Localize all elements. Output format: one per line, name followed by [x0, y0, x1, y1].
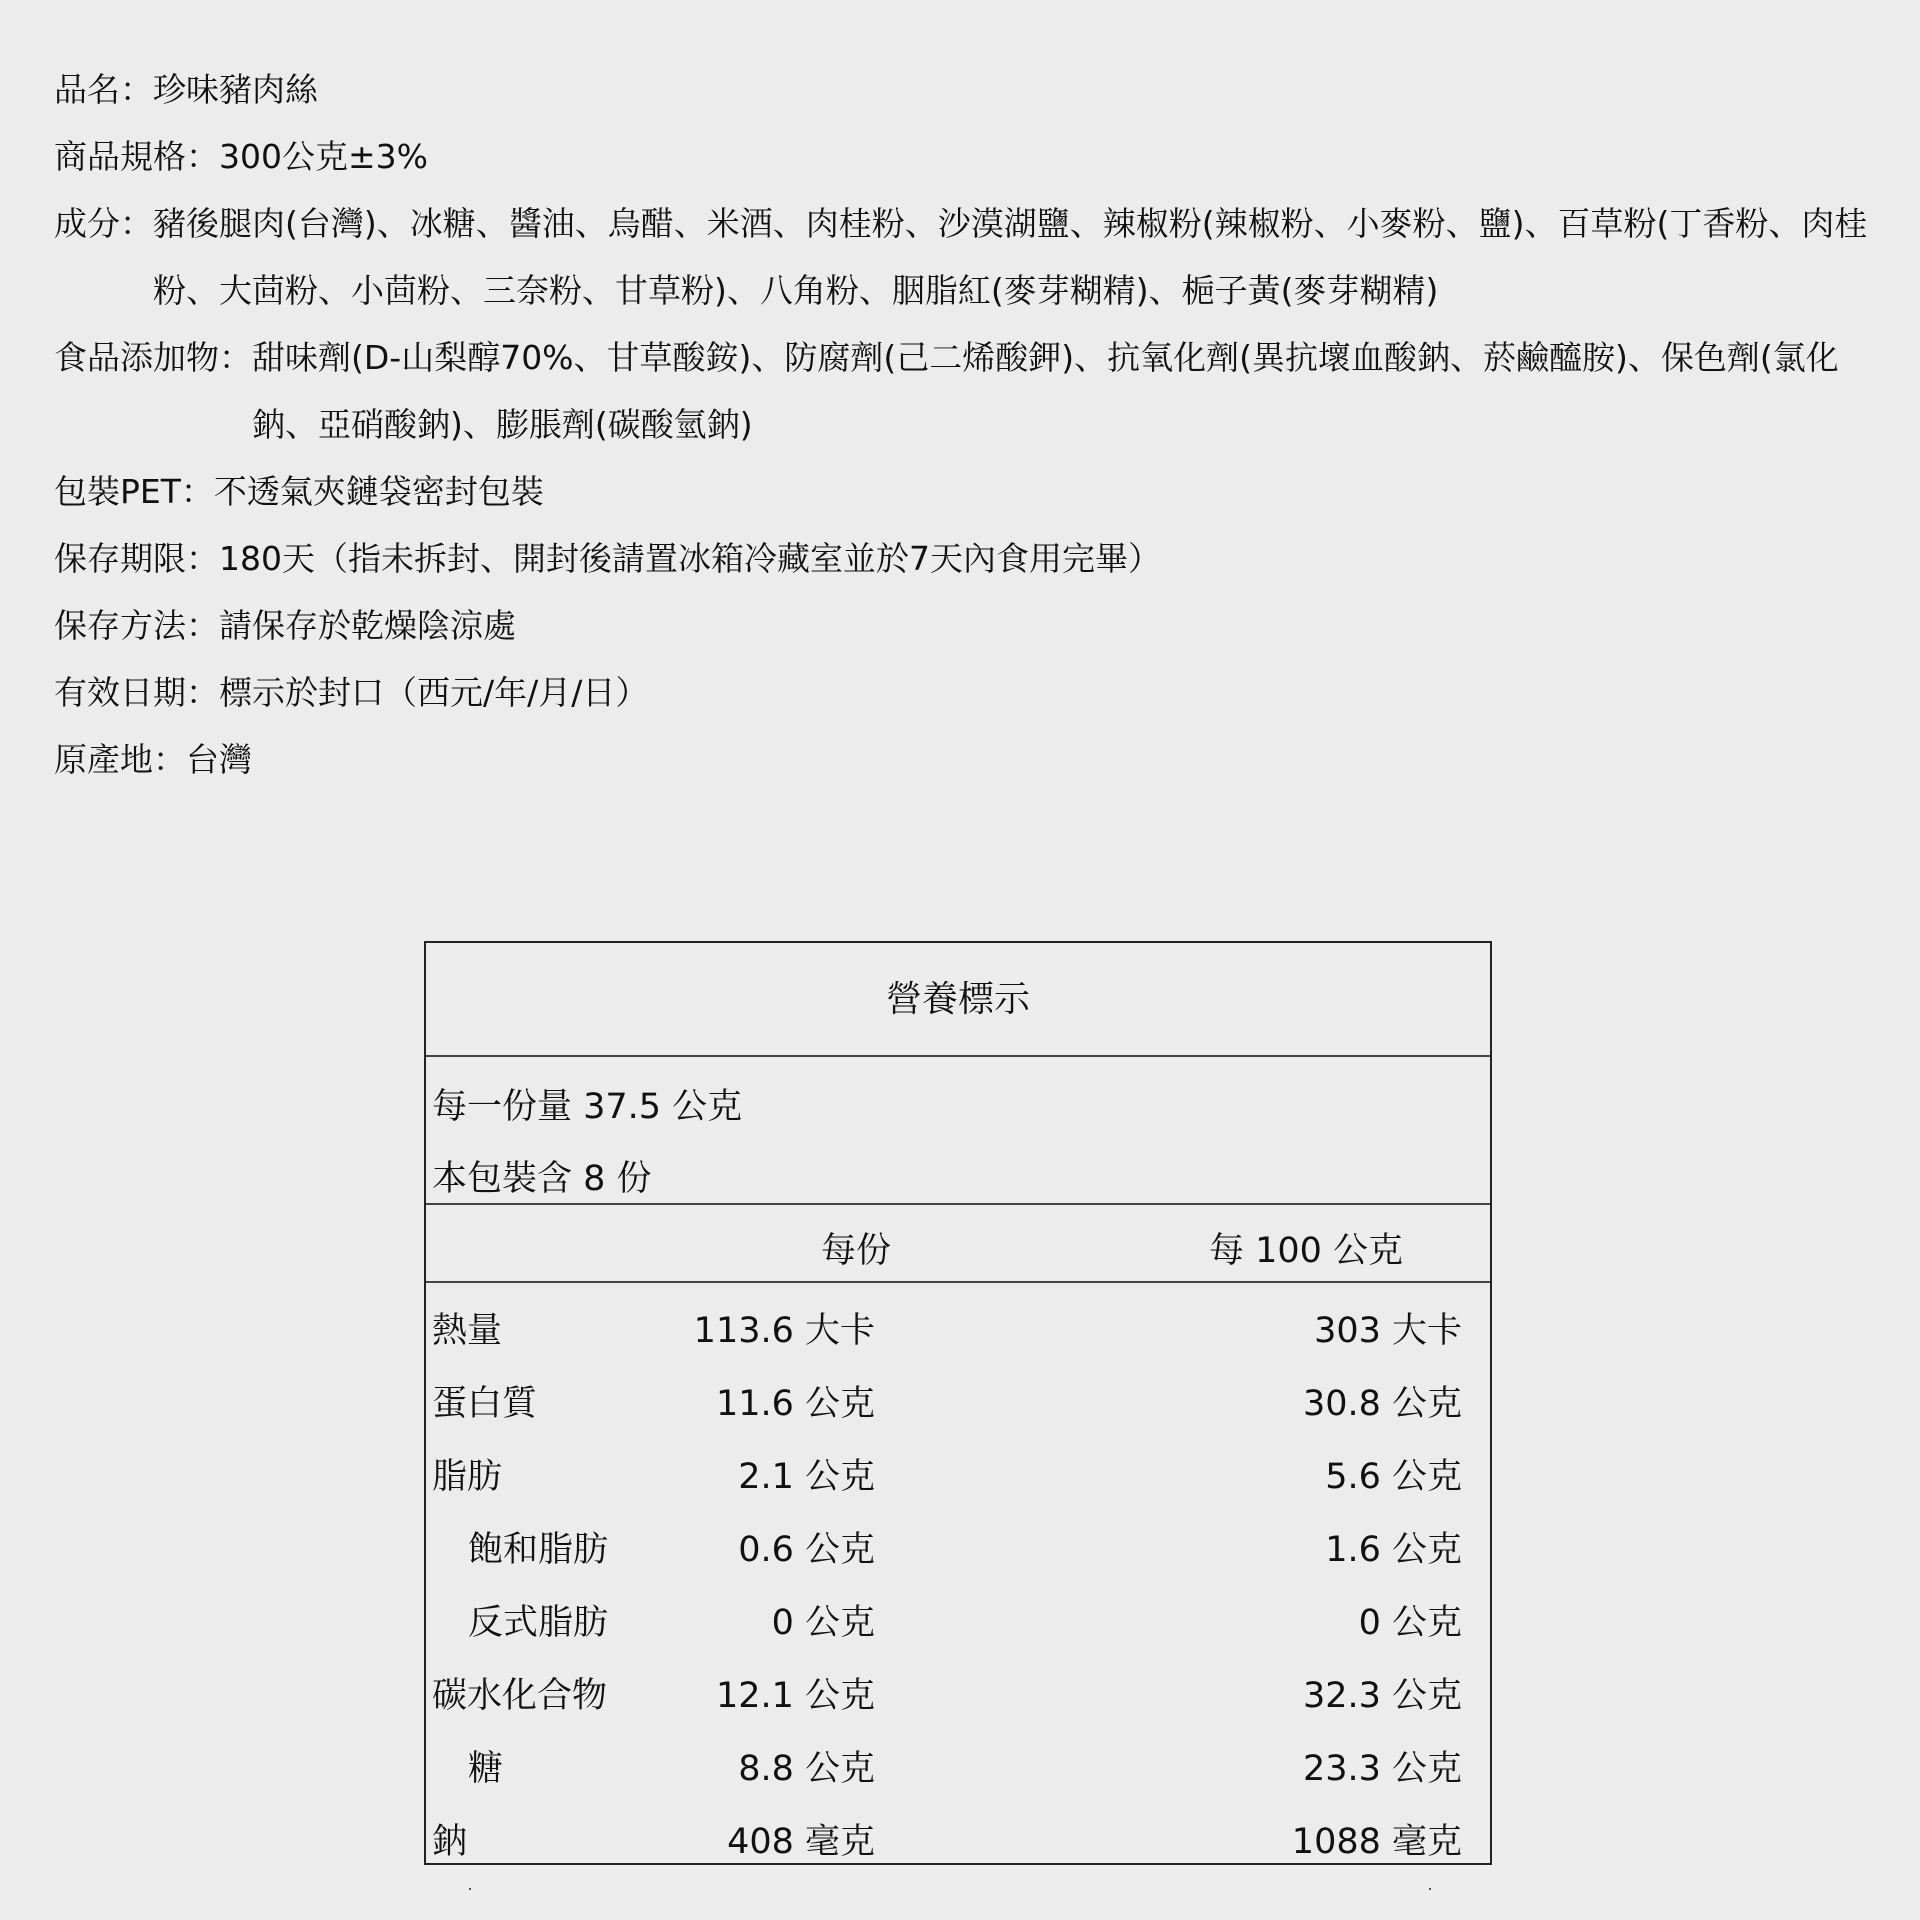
nutrient-row-carbohydrate [426, 1668, 1490, 1741]
decorative-dot [1429, 1888, 1431, 1890]
info-label: 食品添加物： [54, 338, 252, 377]
nutrient-per-100g: 1088 毫克 [1291, 1822, 1462, 1862]
nutrient-per-100g: 23.3 公克 [1302, 1749, 1462, 1789]
nutrient-per-100g: 5.6 公克 [1325, 1457, 1462, 1497]
nutrient-per-serving: 8.8 公克 [738, 1749, 875, 1789]
info-value: 請保存於乾燥陰涼處 [219, 606, 516, 645]
info-value: 豬後腿肉(台灣)、冰糖、醬油、烏醋、米酒、肉桂粉、沙漠湖鹽、辣椒粉(辣椒粉、小麥粉、鹽)、百草粉(丁香粉、肉桂粉、大茴粉、小茴粉、三奈粉、甘草粉)、八角粉、胭脂紅(麥芽糊精)、梔子黃(麥芽糊精) [153, 204, 1868, 310]
info-value: 300公克±3% [219, 137, 428, 176]
column-header-row [426, 1203, 1490, 1283]
info-value: 180天（指未拆封、開封後請置冰箱冷藏室並於7天內食用完畢） [219, 539, 1161, 578]
nutrient-name: 蛋白質 [432, 1384, 538, 1424]
nutrient-per-100g: 32.3 公克 [1302, 1676, 1462, 1716]
nutrient-row-protein [426, 1376, 1490, 1449]
nutrient-per-serving: 0 公克 [771, 1603, 875, 1643]
info-row-expiry [54, 659, 1894, 726]
info-label: 成分： [54, 204, 153, 243]
serving-section [426, 1055, 1490, 1205]
nutrient-name: 飽和脂肪 [468, 1530, 609, 1570]
column-header-per-serving: 每份 [820, 1231, 891, 1271]
nutrient-name: 熱量 [432, 1311, 503, 1351]
nutrient-row-sugar [426, 1741, 1490, 1814]
info-value: 台灣 [186, 740, 252, 779]
nutrition-title: 營養標示 [885, 979, 1030, 1020]
info-value: 珍味豬肉絲 [153, 70, 318, 109]
nutrient-per-serving: 11.6 公克 [715, 1384, 875, 1424]
nutrient-row-saturated-fat [426, 1522, 1490, 1595]
info-value: 不透氣夾鏈袋密封包裝 [213, 472, 544, 511]
info-label: 保存方法： [54, 606, 219, 645]
nutrient-row-calories [426, 1303, 1490, 1376]
info-label: 商品規格： [54, 137, 219, 176]
info-label: 品名： [54, 70, 153, 109]
nutrient-per-serving: 113.6 大卡 [693, 1311, 875, 1351]
decorative-dot [469, 1888, 471, 1890]
info-label: 保存期限： [54, 539, 219, 578]
info-label: 包裝PET： [54, 472, 214, 511]
info-value: 標示於封口（西元/年/月/日） [219, 673, 649, 712]
nutrient-per-serving: 408 毫克 [727, 1822, 875, 1862]
nutrient-row-fat [426, 1449, 1490, 1522]
info-label: 有效日期： [54, 673, 219, 712]
info-row-packaging [54, 458, 1894, 525]
nutrition-facts-table [424, 941, 1492, 1865]
info-value: 甜味劑(D-山梨醇70%、甘草酸銨)、防腐劑(己二烯酸鉀)、抗氧化劑(異抗壞血酸鈉、菸鹼醯胺)、保色劑(氯化鈉、亞硝酸鈉)、膨脹劑(碳酸氫鈉) [252, 338, 1839, 444]
product-info [54, 56, 1894, 793]
info-row-shelf-life [54, 525, 1894, 592]
info-row-additives [54, 324, 1894, 458]
info-label: 原產地： [54, 740, 186, 779]
nutrient-row-sodium [426, 1814, 1490, 1887]
info-row-spec [54, 123, 1894, 190]
info-row-origin [54, 726, 1894, 793]
nutrient-per-100g: 30.8 公克 [1302, 1384, 1462, 1424]
nutrient-per-serving: 12.1 公克 [715, 1676, 875, 1716]
nutrient-row-trans-fat [426, 1595, 1490, 1668]
servings-per-package: 本包裝含 8 份 [432, 1159, 652, 1199]
nutrition-title-section [426, 943, 1490, 1057]
nutrient-per-serving: 0.6 公克 [738, 1530, 875, 1570]
nutrient-per-100g: 0 公克 [1358, 1603, 1462, 1643]
nutrient-per-100g: 1.6 公克 [1325, 1530, 1462, 1570]
nutrient-name: 脂肪 [432, 1457, 503, 1497]
column-header-per-100g: 每 100 公克 [1208, 1231, 1404, 1271]
info-row-storage [54, 592, 1894, 659]
info-row-product-name [54, 56, 1894, 123]
nutrient-name: 反式脂肪 [468, 1603, 609, 1643]
serving-size: 每一份量 37.5 公克 [432, 1087, 743, 1127]
nutrient-per-serving: 2.1 公克 [738, 1457, 875, 1497]
info-row-ingredients [54, 190, 1894, 324]
nutrient-name: 碳水化合物 [432, 1676, 608, 1716]
nutrient-name: 鈉 [432, 1822, 468, 1862]
nutrient-per-100g: 303 大卡 [1314, 1311, 1462, 1351]
nutrient-name: 糖 [468, 1749, 504, 1789]
